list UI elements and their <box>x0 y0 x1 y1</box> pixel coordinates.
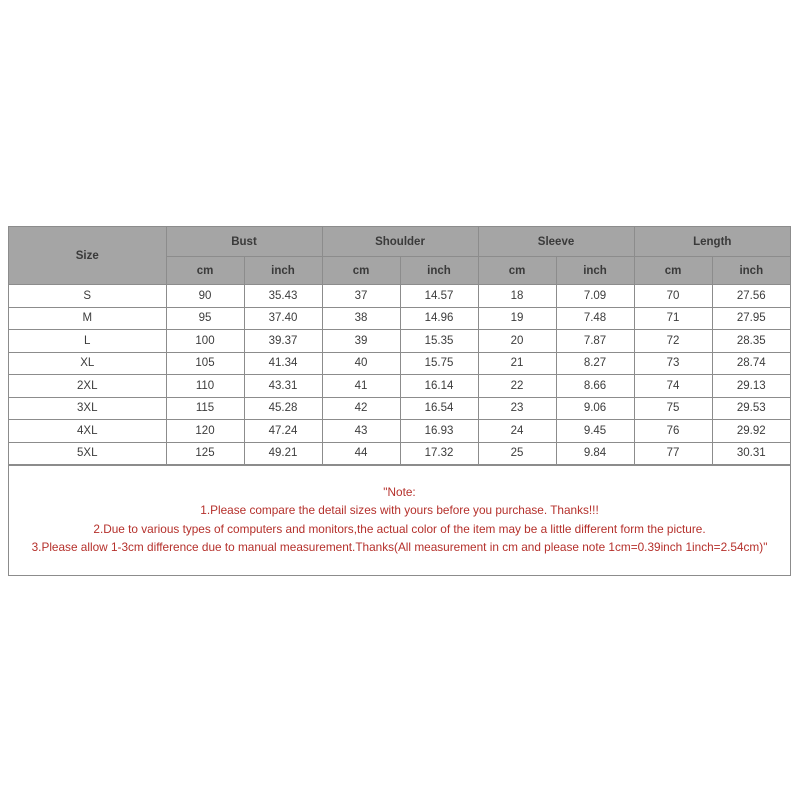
note-line-2: 2.Due to various types of computers and monitors,the actual color of the item may be a little different form the picture. <box>93 521 706 536</box>
bust-cm-header: cm <box>166 257 244 285</box>
note-line-1: 1.Please compare the detail sizes with yours before you purchase. Thanks!!! <box>200 503 599 518</box>
size-cell: 5XL <box>9 442 166 465</box>
table-row <box>9 352 790 375</box>
sleeve-inch-cell: 9.84 <box>556 442 634 465</box>
length-cm-cell: 73 <box>634 352 712 375</box>
sleeve-cm-cell: 24 <box>478 420 556 443</box>
shoulder-header: Shoulder <box>322 227 478 257</box>
length-inch-cell: 28.74 <box>712 352 790 375</box>
note-title: "Note: <box>383 485 416 499</box>
length-cm-cell: 75 <box>634 397 712 420</box>
table-row <box>9 375 790 398</box>
bust-inch-cell: 49.21 <box>244 442 322 465</box>
table-row <box>9 442 790 465</box>
shoulder-cm-cell: 39 <box>322 330 400 353</box>
table-row <box>9 330 790 353</box>
sleeve-inch-cell: 7.09 <box>556 285 634 308</box>
size-cell: M <box>9 307 166 330</box>
length-header: Length <box>634 227 790 257</box>
sleeve-inch-cell: 7.87 <box>556 330 634 353</box>
table-row <box>9 307 790 330</box>
shoulder-cm-cell: 37 <box>322 285 400 308</box>
bust-inch-cell: 41.34 <box>244 352 322 375</box>
size-cell: S <box>9 285 166 308</box>
shoulder-cm-cell: 40 <box>322 352 400 375</box>
shoulder-inch-cell: 14.57 <box>400 285 478 308</box>
sleeve-cm-cell: 19 <box>478 307 556 330</box>
notes-section <box>9 465 790 575</box>
length-inch-cell: 29.53 <box>712 397 790 420</box>
length-inch-cell: 27.56 <box>712 285 790 308</box>
length-cm-cell: 76 <box>634 420 712 443</box>
shoulder-cm-header: cm <box>322 257 400 285</box>
size-cell: L <box>9 330 166 353</box>
table-row <box>9 285 790 308</box>
shoulder-inch-cell: 17.32 <box>400 442 478 465</box>
size-cell: 2XL <box>9 375 166 398</box>
bust-cm-cell: 95 <box>166 307 244 330</box>
bust-header: Bust <box>166 227 322 257</box>
sleeve-inch-header: inch <box>556 257 634 285</box>
sleeve-header: Sleeve <box>478 227 634 257</box>
bust-cm-cell: 110 <box>166 375 244 398</box>
size-chart <box>8 226 791 576</box>
bust-inch-cell: 47.24 <box>244 420 322 443</box>
length-inch-cell: 28.35 <box>712 330 790 353</box>
shoulder-cm-cell: 42 <box>322 397 400 420</box>
shoulder-inch-header: inch <box>400 257 478 285</box>
shoulder-inch-cell: 15.75 <box>400 352 478 375</box>
note-line-3: 3.Please allow 1-3cm difference due to manual measurement.Thanks(All measurement in cm and please note 1cm=0.39inch 1inch=2.54cm)" <box>31 539 768 554</box>
size-cell: 3XL <box>9 397 166 420</box>
sleeve-inch-cell: 8.66 <box>556 375 634 398</box>
sleeve-inch-cell: 9.45 <box>556 420 634 443</box>
bust-inch-cell: 39.37 <box>244 330 322 353</box>
length-inch-cell: 30.31 <box>712 442 790 465</box>
shoulder-cm-cell: 44 <box>322 442 400 465</box>
bust-cm-cell: 120 <box>166 420 244 443</box>
sleeve-cm-cell: 25 <box>478 442 556 465</box>
length-cm-cell: 70 <box>634 285 712 308</box>
shoulder-cm-cell: 43 <box>322 420 400 443</box>
table-row <box>9 420 790 443</box>
length-cm-cell: 72 <box>634 330 712 353</box>
sleeve-cm-cell: 22 <box>478 375 556 398</box>
bust-inch-header: inch <box>244 257 322 285</box>
bust-inch-cell: 37.40 <box>244 307 322 330</box>
bust-inch-cell: 35.43 <box>244 285 322 308</box>
sleeve-cm-header: cm <box>478 257 556 285</box>
sleeve-cm-cell: 20 <box>478 330 556 353</box>
sleeve-cm-cell: 21 <box>478 352 556 375</box>
shoulder-inch-cell: 16.14 <box>400 375 478 398</box>
table-header <box>9 227 790 285</box>
sleeve-cm-cell: 23 <box>478 397 556 420</box>
shoulder-inch-cell: 15.35 <box>400 330 478 353</box>
shoulder-cm-cell: 41 <box>322 375 400 398</box>
length-inch-cell: 27.95 <box>712 307 790 330</box>
length-cm-cell: 77 <box>634 442 712 465</box>
size-column-header: Size <box>9 227 166 285</box>
bust-inch-cell: 45.28 <box>244 397 322 420</box>
length-inch-cell: 29.13 <box>712 375 790 398</box>
length-cm-cell: 71 <box>634 307 712 330</box>
table-row <box>9 397 790 420</box>
length-cm-cell: 74 <box>634 375 712 398</box>
size-cell: XL <box>9 352 166 375</box>
bust-cm-cell: 125 <box>166 442 244 465</box>
table-body <box>9 285 790 465</box>
shoulder-cm-cell: 38 <box>322 307 400 330</box>
size-cell: 4XL <box>9 420 166 443</box>
bust-cm-cell: 90 <box>166 285 244 308</box>
shoulder-inch-cell: 16.93 <box>400 420 478 443</box>
bust-inch-cell: 43.31 <box>244 375 322 398</box>
sleeve-inch-cell: 8.27 <box>556 352 634 375</box>
bust-cm-cell: 115 <box>166 397 244 420</box>
shoulder-inch-cell: 14.96 <box>400 307 478 330</box>
header-group-row <box>9 227 790 257</box>
bust-cm-cell: 105 <box>166 352 244 375</box>
sleeve-inch-cell: 7.48 <box>556 307 634 330</box>
sleeve-inch-cell: 9.06 <box>556 397 634 420</box>
shoulder-inch-cell: 16.54 <box>400 397 478 420</box>
sleeve-cm-cell: 18 <box>478 285 556 308</box>
size-table <box>9 227 790 465</box>
length-inch-cell: 29.92 <box>712 420 790 443</box>
bust-cm-cell: 100 <box>166 330 244 353</box>
length-cm-header: cm <box>634 257 712 285</box>
length-inch-header: inch <box>712 257 790 285</box>
